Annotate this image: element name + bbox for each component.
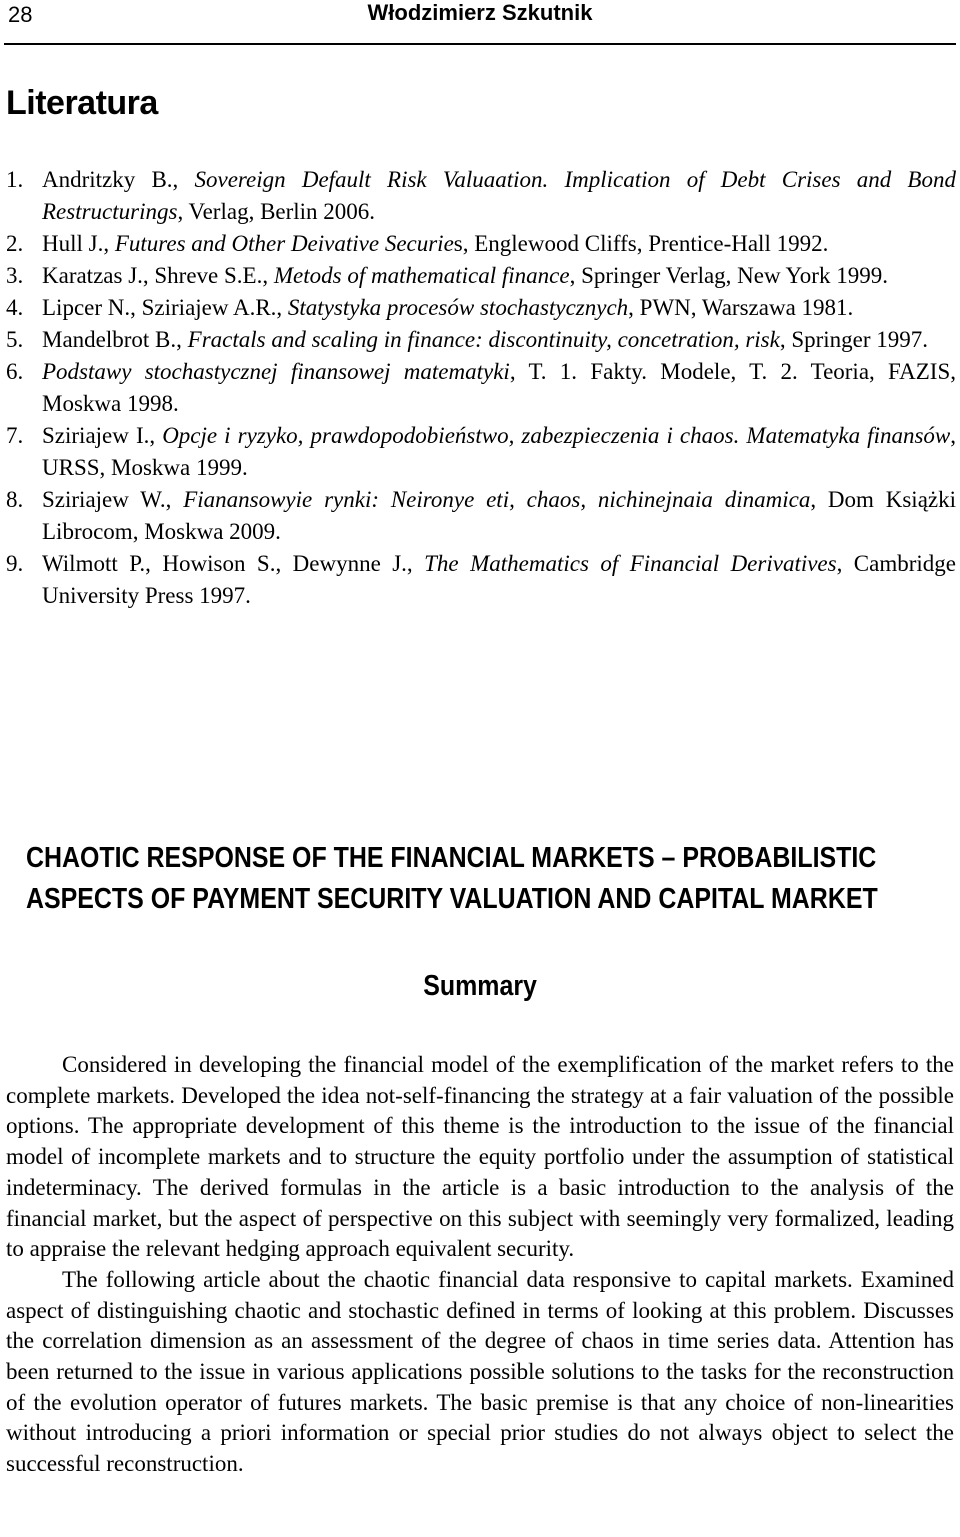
- english-title-line: CHAOTIC RESPONSE OF THE FINANCIAL MARKETS – PROBABILISTIC: [26, 842, 877, 874]
- reference-number: 9.: [6, 551, 24, 576]
- page-header: [0, 0, 960, 44]
- reference-title: Futures and Other Deivative Securie: [114, 231, 454, 256]
- reference-title: Metods of mathematical finance: [273, 263, 570, 288]
- page-number: 28: [8, 2, 33, 27]
- reference-title: Podstawy stochastycznej finansowej matematyki: [42, 359, 510, 384]
- reference-title: Fianansowyie rynki: Neironye eti, chaos, nichinejnaia dinamica: [183, 487, 811, 512]
- reference-publication: , PWN, Warszawa 1981.: [628, 295, 854, 320]
- summary-paragraph: The following article about the chaotic financial data responsive to capital markets. Examined aspect of distinguishing chaotic and stochastic defined in terms of looking at this problem. Discusses the correlation dimension as an assessment of the degree of chaos in time series data. Attention has been returned to the issue in various applications possible solutions to the tasks for the reconstruction of the evolution operator of futures markets. The basic premise is that any choice of non-linearities without introducing a priori information or special prior studies do not always object to select the successful reconstruction.: [6, 1266, 954, 1477]
- reference-item: [6, 356, 956, 420]
- reference-item: [6, 420, 956, 484]
- reference-item: [6, 260, 956, 292]
- reference-publication: , T. 1. Fakty. Modele, T. 2. Teoria, FAZIS, Moskwa 1998.: [42, 359, 957, 416]
- reference-number: 4.: [6, 295, 24, 320]
- reference-number: 3.: [6, 263, 24, 288]
- reference-item: [6, 228, 956, 260]
- reference-authors: Lipcer N., Sziriajew A.R.,: [42, 295, 288, 320]
- reference-publication: , Verlag, Berlin 2006.: [177, 199, 376, 224]
- reference-publication: , Springer 1997.: [779, 327, 929, 352]
- reference-authors: Hull J.,: [42, 231, 115, 256]
- reference-number: 7.: [6, 423, 24, 448]
- reference-title: Sovereign Default Risk Valuaation. Implication of Debt Crises and Bond Restructurings: [42, 167, 956, 224]
- running-head-author: Włodzimierz Szkutnik: [367, 0, 593, 25]
- reference-item: [6, 548, 956, 612]
- summary-paragraph: Considered in developing the financial model of the exemplification of the market refers to the complete markets. Developed the idea not-self-financing the strategy at a fair valuation of the possible options. The appropriate development of this theme is the introduction to the issue of the financial model of incomplete markets and to structure the equity portfolio under the assumption of statistical indeterminacy. The derived formulas in the article is a basic introduction to the analysis of the financial market, but the aspect of perspective on this subject with seemingly very formalized, leading to appraise the relevant hedging approach equivalent security.: [6, 1052, 954, 1262]
- reference-publication: , Cambridge University Press 1997.: [42, 551, 956, 608]
- english-article-title: [26, 838, 878, 920]
- reference-number: 8.: [6, 487, 24, 512]
- english-title-line: ASPECTS OF PAYMENT SECURITY VALUATION AND CAPITAL MARKET: [26, 883, 878, 915]
- summary-heading-text: Summary: [423, 970, 537, 1002]
- summary-heading: [0, 970, 960, 1003]
- reference-authors: Andritzky B.,: [42, 167, 195, 192]
- reference-number: 6.: [6, 359, 24, 384]
- reference-authors: Sziriajew I.,: [42, 423, 163, 448]
- reference-publication: , URSS, Moskwa 1999.: [42, 423, 957, 480]
- reference-title: Fractals and scaling in finance: discontinuity, concetration, risk: [187, 327, 780, 352]
- reference-publication: , Dom Książki Librocom, Moskwa 2009.: [42, 487, 956, 544]
- reference-authors: Wilmott P., Howison S., Dewynne J.,: [42, 551, 425, 576]
- reference-number: 1.: [6, 167, 24, 192]
- reference-authors: Karatzas J., Shreve S.E.,: [42, 263, 274, 288]
- reference-item: [6, 484, 956, 548]
- reference-authors: Sziriajew W.,: [42, 487, 184, 512]
- reference-item: [6, 292, 956, 324]
- reference-number: 2.: [6, 231, 24, 256]
- reference-publication: , Springer Verlag, New York 1999.: [569, 263, 888, 288]
- reference-item: [6, 324, 956, 356]
- summary-body: [6, 1050, 954, 1480]
- reference-authors: Mandelbrot B.,: [42, 327, 188, 352]
- reference-title: Opcje i ryzyko, prawdopodobieństwo, zabezpieczenia i chaos. Matematyka finansów: [162, 423, 951, 448]
- reference-list: [6, 164, 956, 612]
- reference-title: The Mathematics of Financial Derivatives: [424, 551, 837, 576]
- reference-item: [6, 164, 956, 228]
- reference-publication: s, Englewood Cliffs, Prentice-Hall 1992.: [453, 231, 829, 256]
- header-rule: [4, 43, 956, 45]
- section-title: Literatura: [6, 84, 158, 122]
- reference-title: Statystyka procesów stochastycznych: [287, 295, 629, 320]
- reference-number: 5.: [6, 327, 24, 352]
